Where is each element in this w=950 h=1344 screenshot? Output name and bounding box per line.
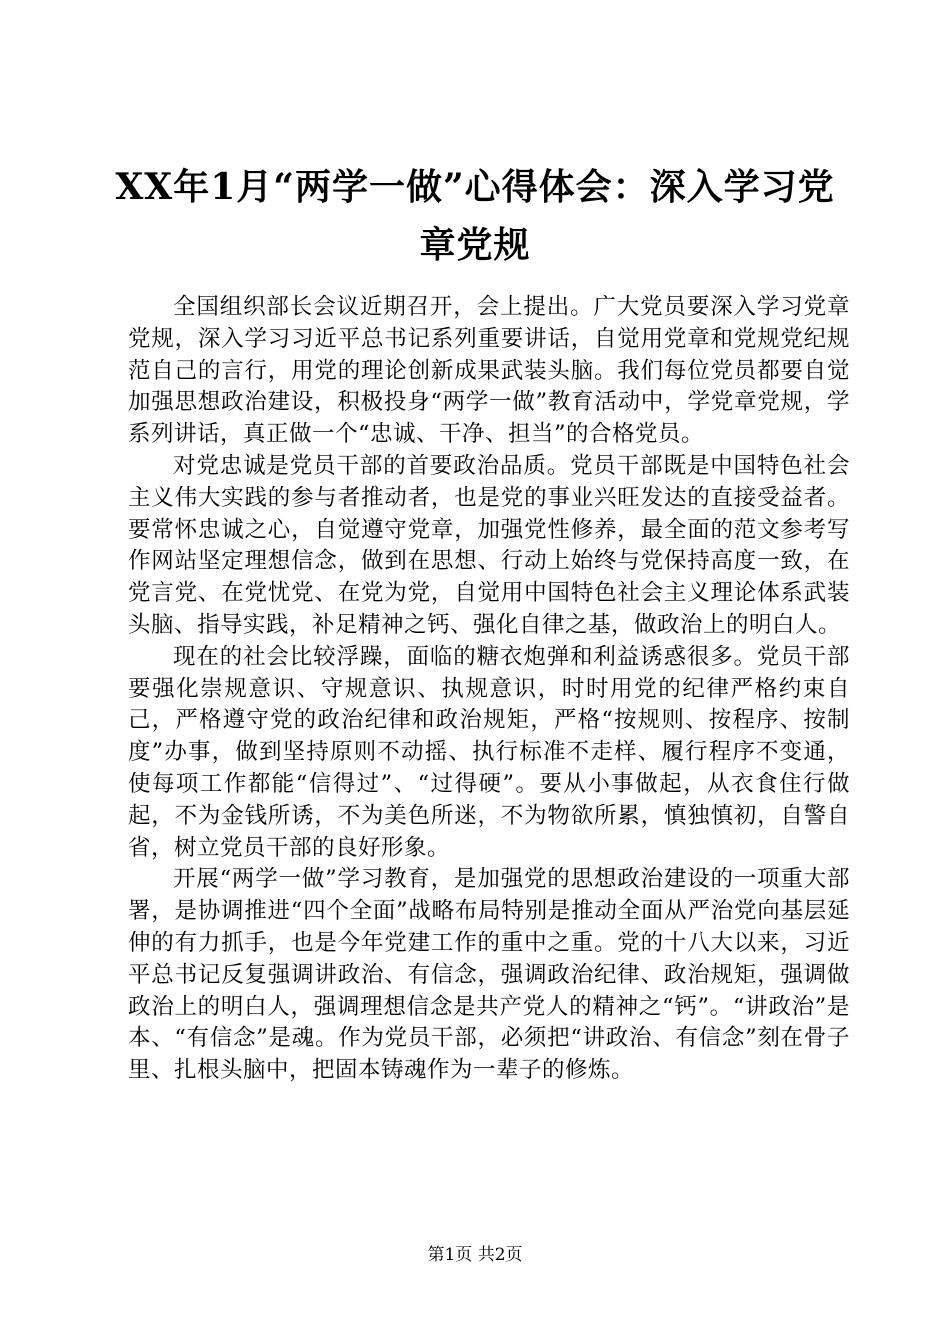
paragraph-4: 开展“两学一做”学习教育，是加强党的思想政治建设的一项重大部署，是协调推进“四个全面”战略布局特别是推动全面从严治党向基层延伸的有力抓手，也是今年党建工作的重中之重。党的十八大以来，习近平总书记反复强调讲政治、有信念，强调政治纪律、政治规矩，强调做政治上的明白人，强调理想信念是共产党人的精神之“钙”。“讲政治”是本、“有信念”是魂。作为党员干部，必须把“讲政治、有信念”刻在骨子里、扎根头脑中，把固本铸魂作为一辈子的修炼。 xyxy=(128,866,850,1084)
document-body xyxy=(128,292,850,1087)
page-footer: 第1页 共2页 xyxy=(427,1245,523,1265)
document-title: XX年1月“两学一做”心得体会：深入学习党章党规 xyxy=(115,166,835,266)
paragraph-2: 对党忠诚是党员干部的首要政治品质。党员干部既是中国特色社会主义伟大实践的参与者推动者，也是党的事业兴旺发达的直接受益者。要常怀忠诚之心，自觉遵守党章，加强党性修养，最全面的范文参考写作网站坚定理想信念，做到在思想、行动上始终与党保持高度一致，在党言党、在党忧党、在党为党，自觉用中国特色社会主义理论体系武装头脑、指导实践，补足精神之钙、强化自律之基，做政治上的明白人。 xyxy=(128,452,850,638)
paragraph-1: 全国组织部长会议近期召开，会上提出。广大党员要深入学习党章党规，深入学习习近平总书记系列重要讲话，自觉用党章和党规党纪规范自己的言行，用党的理论创新成果武装头脑。我们每位党员都要自觉加强思想政治建设，积极投身“两学一做”教育活动中，学党章党规，学系列讲话，真正做一个“忠诚、干净、担当”的合格党员。 xyxy=(128,294,850,448)
paragraph-3: 现在的社会比较浮躁，面临的糖衣炮弹和利益诱惑很多。党员干部要强化崇规意识、守规意识、执规意识，时时用党的纪律严格约束自己，严格遵守党的政治纪律和政治规矩，严格“按规则、按程序、按制度”办事，做到坚持原则不动摇、执行标准不走样、履行程序不变通，使每项工作都能“信得过”、“过得硬”。要从小事做起，从衣食住行做起，不为金钱所诱，不为美色所迷，不为物欲所累，慎独慎初，自警自省，树立党员干部的良好形象。 xyxy=(128,643,850,861)
